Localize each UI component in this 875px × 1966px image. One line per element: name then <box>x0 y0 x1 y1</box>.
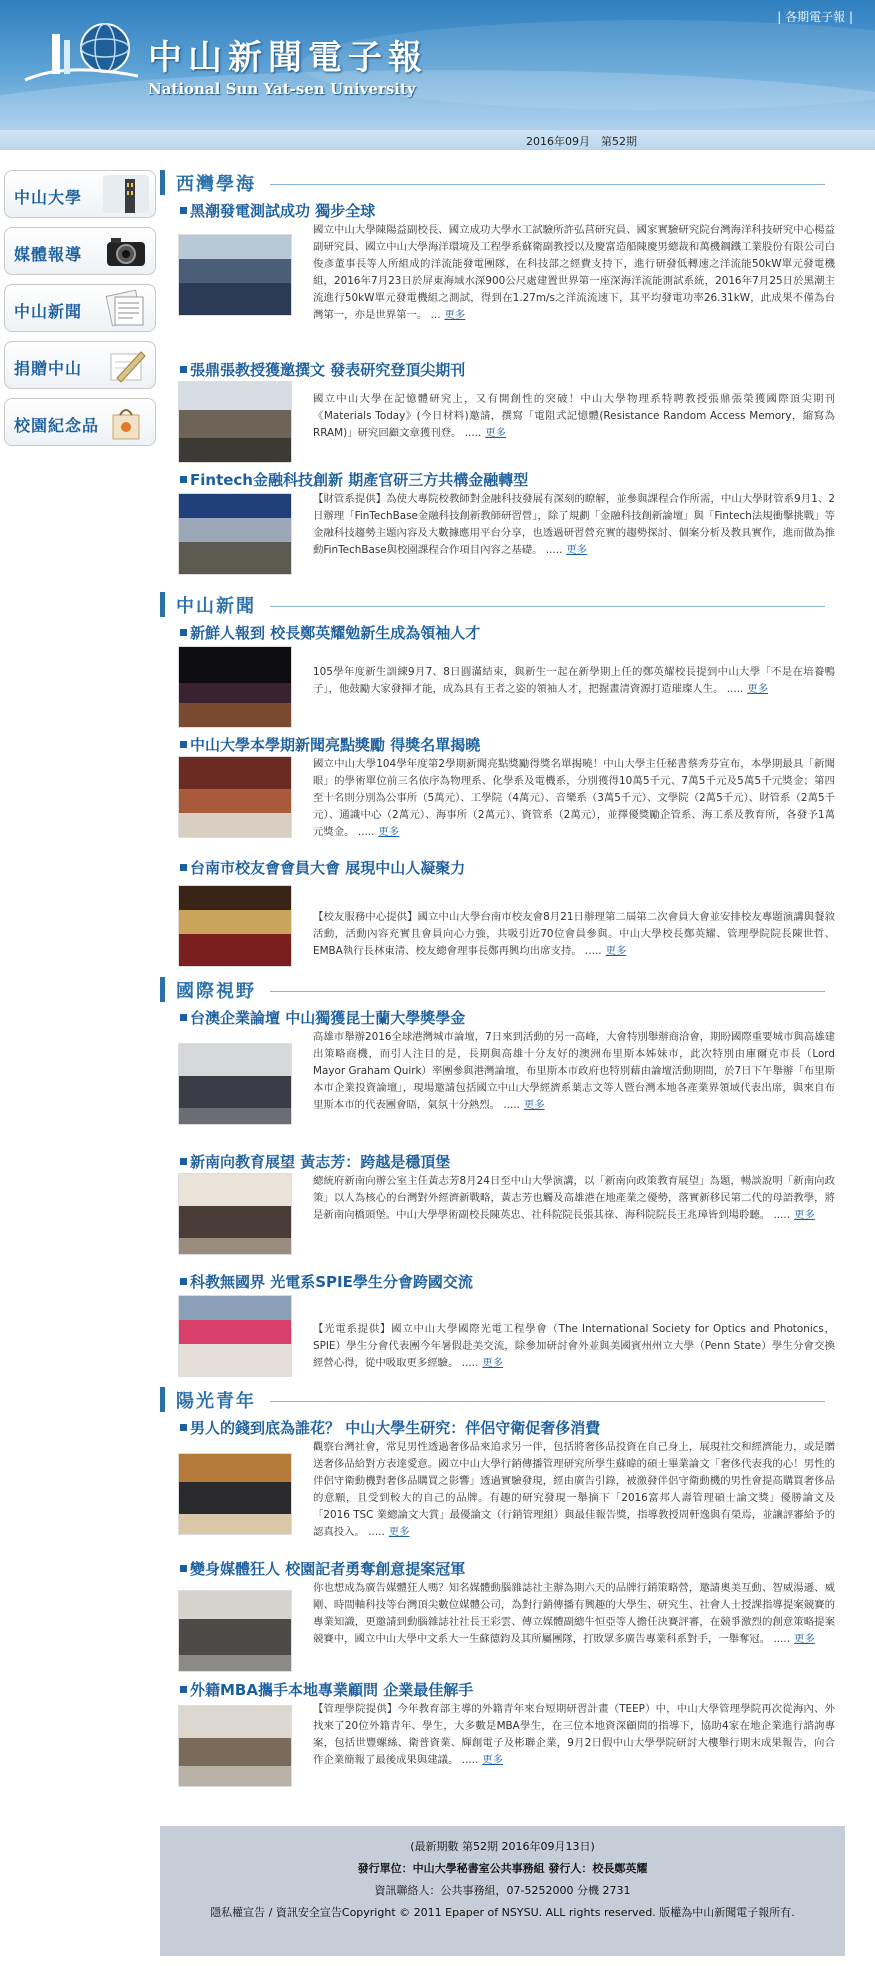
section-bar <box>160 1387 165 1412</box>
sidebar-item-news[interactable] <box>4 284 156 332</box>
section-title: 國際視野 <box>176 981 256 1002</box>
bullet-square-icon <box>180 366 187 373</box>
article-summary: 【財管系提供】為使大專院校教師對金融科技發展有深刻的瞭解，並參與課程合作所需，中山大學財管系9月1、2日辦理「FinTechBase金融科技創新教師研習營」，除了規劃「金融科技創新論壇」與「Fintech法規衝擊挑戰」等金融科技趨勢主題內容及大數據應用平台分享，也透過研習營充實的趨勢探討、個案分析及教具實作，進而做為推動FinTechBase與校園課程合作項目內容之基礎。 ..... <box>313 493 835 556</box>
article-item <box>160 622 835 734</box>
more-link[interactable]: 更多 <box>482 1357 504 1369</box>
article-summary: 國立中山大學在記憶體研究上，又有開創性的突破！中山大學物理系特聘教授張鼎張榮獲國際頂尖期刊《Materials Today》(今日材料)邀請，撰寫「電阻式記憶體(Resistance Random Access Memory，縮寫為RRAM)」研究回顧文章獲刊登。 ..... <box>313 393 835 439</box>
article-photo[interactable] <box>178 885 292 967</box>
more-link[interactable]: 更多 <box>482 1754 504 1766</box>
section-title: 陽光青年 <box>176 1391 256 1412</box>
article-item <box>160 1007 835 1151</box>
section-divider <box>270 184 825 185</box>
sidebar-item-label: 媒體報導 <box>14 245 83 264</box>
article-title-link[interactable]: 變身媒體狂人 校園記者勇奪創意提案冠軍 <box>160 1558 835 1580</box>
sidebar-item-media[interactable] <box>4 227 156 275</box>
article-item <box>160 1417 835 1558</box>
bullet-square-icon <box>180 1565 187 1572</box>
article-title-link[interactable]: 男人的錢到底為誰花？ 中山大學生研究：伴侶守衛促奢侈消費 <box>160 1417 835 1439</box>
article-title-link[interactable]: 新南向教育展望 黃志芳：跨越是穩頂堡 <box>160 1151 835 1173</box>
bullet-square-icon <box>180 629 187 636</box>
article-item <box>160 1558 835 1679</box>
site-subtitle: National Sun Yat-sen University <box>148 80 416 98</box>
section-bar <box>160 977 165 1002</box>
article-title-link[interactable]: 台澳企業論壇 中山獨獲昆士蘭大學獎學金 <box>160 1007 835 1029</box>
article-item <box>160 200 835 359</box>
more-link[interactable]: 更多 <box>444 309 466 321</box>
article-summary: 【管理學院提供】今年教育部主導的外籍青年來台短期研習計畫（TEEP）中，中山大學管理學院再次從海內、外找來了20位外籍青年、學生，大多數是MBA學生，在三位本地資深顧問的指導下，協助4家在地企業進行諮詢專案，包括世豐螺絲、衛普資業、輝創電子及彬聯企業，9月2日假中山大學學院研討大樓舉行期末成果報告，向合作企業簡報了最後成果與建議。 ..... <box>313 1703 835 1766</box>
site-title: 中山新聞電子報 <box>148 38 428 78</box>
article-photo[interactable] <box>178 1043 292 1125</box>
article-item <box>160 359 835 469</box>
sidebar-nav <box>4 170 156 455</box>
article-summary: 105學年度新生訓練9月7、8日圓滿結束，與新生一起在新學期上任的鄭英耀校長提到中山大學「不是在培養鴨子」，他鼓勵大家發揮才能，成為具有王者之姿的領袖人才，把握畫清資源打造璀璨人生。 ..... <box>313 666 835 695</box>
gift-bag-icon <box>103 403 149 441</box>
article-title-link[interactable]: 科教無國界 光電系SPIE學生分會跨國交流 <box>160 1271 835 1293</box>
section-title: 中山新聞 <box>176 596 256 617</box>
more-link[interactable]: 更多 <box>794 1633 815 1645</box>
more-link[interactable]: 更多 <box>485 427 507 439</box>
footer-issue-line: (最新期數 第52期 2016年09月13日) <box>410 1840 595 1853</box>
more-link[interactable]: 更多 <box>605 945 627 957</box>
section-divider <box>270 606 825 607</box>
sidebar-item-donate[interactable] <box>4 341 156 389</box>
sidebar-item-label: 中山新聞 <box>14 302 83 321</box>
article-photo[interactable] <box>178 493 292 575</box>
article-photo[interactable] <box>178 1295 292 1377</box>
all-issues-link[interactable]: | 各期電子報 | <box>777 10 853 24</box>
section-divider <box>270 1401 825 1402</box>
article-title-link[interactable]: 張鼎張教授獲邀撰文 發表研究登頂尖期刊 <box>160 359 835 381</box>
article-photo[interactable] <box>178 381 292 463</box>
bullet-square-icon <box>180 1158 187 1165</box>
site-footer <box>160 1826 845 1956</box>
more-link[interactable]: 更多 <box>388 1526 410 1538</box>
article-photo[interactable] <box>178 1590 292 1672</box>
newspaper-icon <box>103 289 149 327</box>
article-item <box>160 469 835 590</box>
section-divider <box>270 991 825 992</box>
article-summary: 【光電系提供】國立中山大學國際光電工程學會（The International Society for Optics and Photonics，SPIE）學生分會代表團今年暑假赴美交流，除參加研討會外並與美國賓州州立大學（Penn State）學生分會交換經營心得，從中吸取更多經驗。 ..... <box>313 1323 835 1369</box>
article-photo[interactable] <box>178 1705 292 1787</box>
footer-contact: 資訊聯絡人：公共事務組，07-5252000 分機 2731 <box>374 1884 631 1897</box>
article-title-link[interactable]: Fintech金融科技創新 期產官研三方共構金融轉型 <box>160 469 835 491</box>
article-item <box>160 857 835 975</box>
article-item <box>160 1679 835 1787</box>
article-photo[interactable] <box>178 646 292 728</box>
bullet-square-icon <box>180 1014 187 1021</box>
section-header <box>160 590 835 620</box>
footer-copyright-link[interactable]: 隱私權宣告 / 資訊安全宣告Copyright © 2011 Epaper of NSYSU. ALL rights reserved. 版權為中山新聞電子報所有. <box>210 1906 795 1919</box>
bullet-square-icon <box>180 476 187 483</box>
site-header <box>0 0 875 130</box>
article-title-link[interactable]: 新鮮人報到 校長鄭英耀勉新生成為領袖人才 <box>160 622 835 644</box>
footer-publisher: 發行單位：中山大學秘書室公共事務組 發行人：校長鄭英耀 <box>357 1862 648 1875</box>
section-header <box>160 1385 835 1415</box>
sidebar-item-souvenir[interactable] <box>4 398 156 446</box>
main-content <box>160 168 835 1787</box>
issue-bar <box>0 130 875 150</box>
article-summary: 觀察台灣社會，常見男性透過奢侈品來追求另一伴，包括將奢侈品投資在自己身上，展現社交和經濟能力，或是贈送奢侈品給對方表達愛意。國立中山大學行銷傳播管理研究所學生蘇暐的碩士畢業論文「奢侈代表我的心！男性的伴侶守衛動機對奢侈品購買之影響」透過實驗發現，經由廣告引錄，被激發伴侶守衛動機的男性會提高購買奢侈品的意願，且受到較大的自己的品牌。有趣的研究發現一舉摘下「2016富邦人壽管理碩士論文獎」優勝論文及「2016 TSC 業總論文大賞」最優論文（行銷管理組）與最佳報告獎，指導教授周軒逸與有榮焉，並讓評審給予的認真投入。 ..... <box>313 1441 835 1538</box>
section-header <box>160 168 835 198</box>
bullet-square-icon <box>180 1686 187 1693</box>
more-link[interactable]: 更多 <box>794 1209 815 1221</box>
more-link[interactable]: 更多 <box>378 826 400 838</box>
article-item <box>160 1151 835 1271</box>
more-link[interactable]: 更多 <box>747 683 769 695</box>
camera-icon <box>103 232 149 270</box>
section-header <box>160 975 835 1005</box>
article-title-link[interactable]: 黑潮發電測試成功 獨步全球 <box>160 200 835 222</box>
more-link[interactable]: 更多 <box>566 544 588 556</box>
article-item <box>160 734 835 857</box>
issue-date: 2016年09月 第52期 <box>526 135 637 148</box>
article-summary: 國立中山大學104學年度第2學期新聞亮點獎勵得獎名單揭曉！中山大學主任秘書蔡秀芬宣布，本學期最具「新聞眼」的學術單位前三名依序為物理系、化學系及電機系，分別獲得10萬5千元、7萬5千元及5萬5千元獎金；第四至十名則分別為公事所（5萬元）、工學院（4萬元）、音樂系（3萬5千元）、文學院（2萬5千元）、財管系（2萬5千元）、通識中心（2萬元）、海事所（2萬元）、資管系（2萬元），並擇優獎勵企管系、海工系及教育所，各發予1萬元獎金。 ..... <box>313 758 835 838</box>
article-photo[interactable] <box>178 1173 292 1255</box>
article-title-link[interactable]: 外籍MBA攜手本地專業顧問 企業最佳解手 <box>160 1679 835 1701</box>
article-photo[interactable] <box>178 1453 292 1535</box>
section-bar <box>160 592 165 617</box>
bullet-square-icon <box>180 1424 187 1431</box>
bullet-square-icon <box>180 864 187 871</box>
article-summary: 高雄市舉辦2016全球港灣城市論壇，7日來到活動的另一高峰，大會特別舉辦商洽會，期盼國際重要城市與高雄建出策略商機，而引人注目的是，長期與高雄十分友好的澳洲布里斯本姊妹市，此次特別由庫爾克市長（Lord Mayor Graham Quirk）率團參與港灣論壇，布里斯本市政府也特別藉由論壇活動期間，於7日下午舉辦「布里斯本市企業投資論壇」，現場邀請包括國立中山大學經濟系葉志文等人暨台灣本地各產業界領域代表出席，與來自布里斯本市的代表團會晤，氣氛十分熱烈。 ..... <box>313 1031 835 1111</box>
section-bar <box>160 170 165 195</box>
article-title-link[interactable]: 台南市校友會會員大會 展現中山人凝聚力 <box>160 857 835 879</box>
section-title: 西灣學海 <box>176 174 256 195</box>
globe-logo-icon <box>20 18 140 98</box>
tower-icon <box>103 175 149 213</box>
bullet-square-icon <box>180 741 187 748</box>
bullet-square-icon <box>180 207 187 214</box>
bullet-square-icon <box>180 1278 187 1285</box>
more-link[interactable]: 更多 <box>523 1099 545 1111</box>
sidebar-item-label: 校園紀念品 <box>14 416 100 435</box>
article-summary: 你也想成為廣告媒體狂人嗎？知名媒體動腦雜誌社主辦為期六天的品牌行銷策略營，邀請奧美互動、智威湯遜、威剛、時間軸科技等台灣頂尖數位媒體公司，為對行銷傳播有興趣的大學生、研究生、社會人士授課指導提案競賽的專業知識，更邀請到動腦雜誌社社長王彩雲、傳立媒體副總牛恒亞等人擔任決賽評審，在競爭激烈的創意策略提案競賽中，國立中山大學中文系大一生蘇德鈞及其所屬團隊，打敗眾多廣告專業科系對手，一舉奪冠。 ..... <box>313 1582 835 1645</box>
article-photo[interactable] <box>178 234 292 316</box>
article-photo[interactable] <box>178 756 292 838</box>
pen-paper-icon <box>103 346 149 384</box>
article-item <box>160 1271 835 1385</box>
article-title-link[interactable]: 中山大學本學期新聞亮點獎勵 得獎名單揭曉 <box>160 734 835 756</box>
article-summary: 【校友服務中心提供】國立中山大學台南市校友會8月21日辦理第二屆第二次會員大會並安排校友專題演講與餐敘活動，活動內容充實且會員向心力強，共吸引近70位會員參與。中山大學校長鄭英耀、管理學院院長陳世哲、EMBA執行長林東清、校友總會理事長鄭再興均出席支持。 ..... <box>313 911 835 957</box>
sidebar-item-nsysu[interactable] <box>4 170 156 218</box>
article-summary: 總統府新南向辦公室主任黃志芳8月24日至中山大學演講，以「新南向政策教育展望」為題，暢談說明「新南向政策」以人為核心的台灣對外經濟新戰略，黃志芳也觸及高雄港在地產業之優勢，落實新移民第二代的母語教學，將是新南向橋頭堡。中山大學學術副校長陳英忠、社科院院長張其祿、海科院院長王兆璋皆到場聆聽。 ..... <box>313 1175 835 1221</box>
sidebar-item-label: 捐贈中山 <box>14 359 83 378</box>
article-summary: 國立中山大學陳陽益副校長、國立成功大學水工試驗所許弘莒研究員、國家實驗研究院台灣海洋科技研究中心楊益副研究員、國立中山大學海洋環境及工程學系蘇衛副教授以及慶富造船陳慶男總裁和萬機鋼鐵工業股份有限公司白俊彥董事長等人所組成的洋流能發電團隊，在科技部之經費支持下，進行研發低轉速之洋流能50kW單元發電機組，2016年7月23日於屏東海域水深900公尺處建置世界第一座深海洋流能測試系統，2016年7月25日於黑潮主流進行50kW單元發電機組之測試，得到在1.27m/s之洋流流速下，其平均發電功率26.31kW，此成果不僅為台灣第一，亦是世界第一。 ... <box>313 224 835 321</box>
sidebar-item-label: 中山大學 <box>14 188 83 207</box>
